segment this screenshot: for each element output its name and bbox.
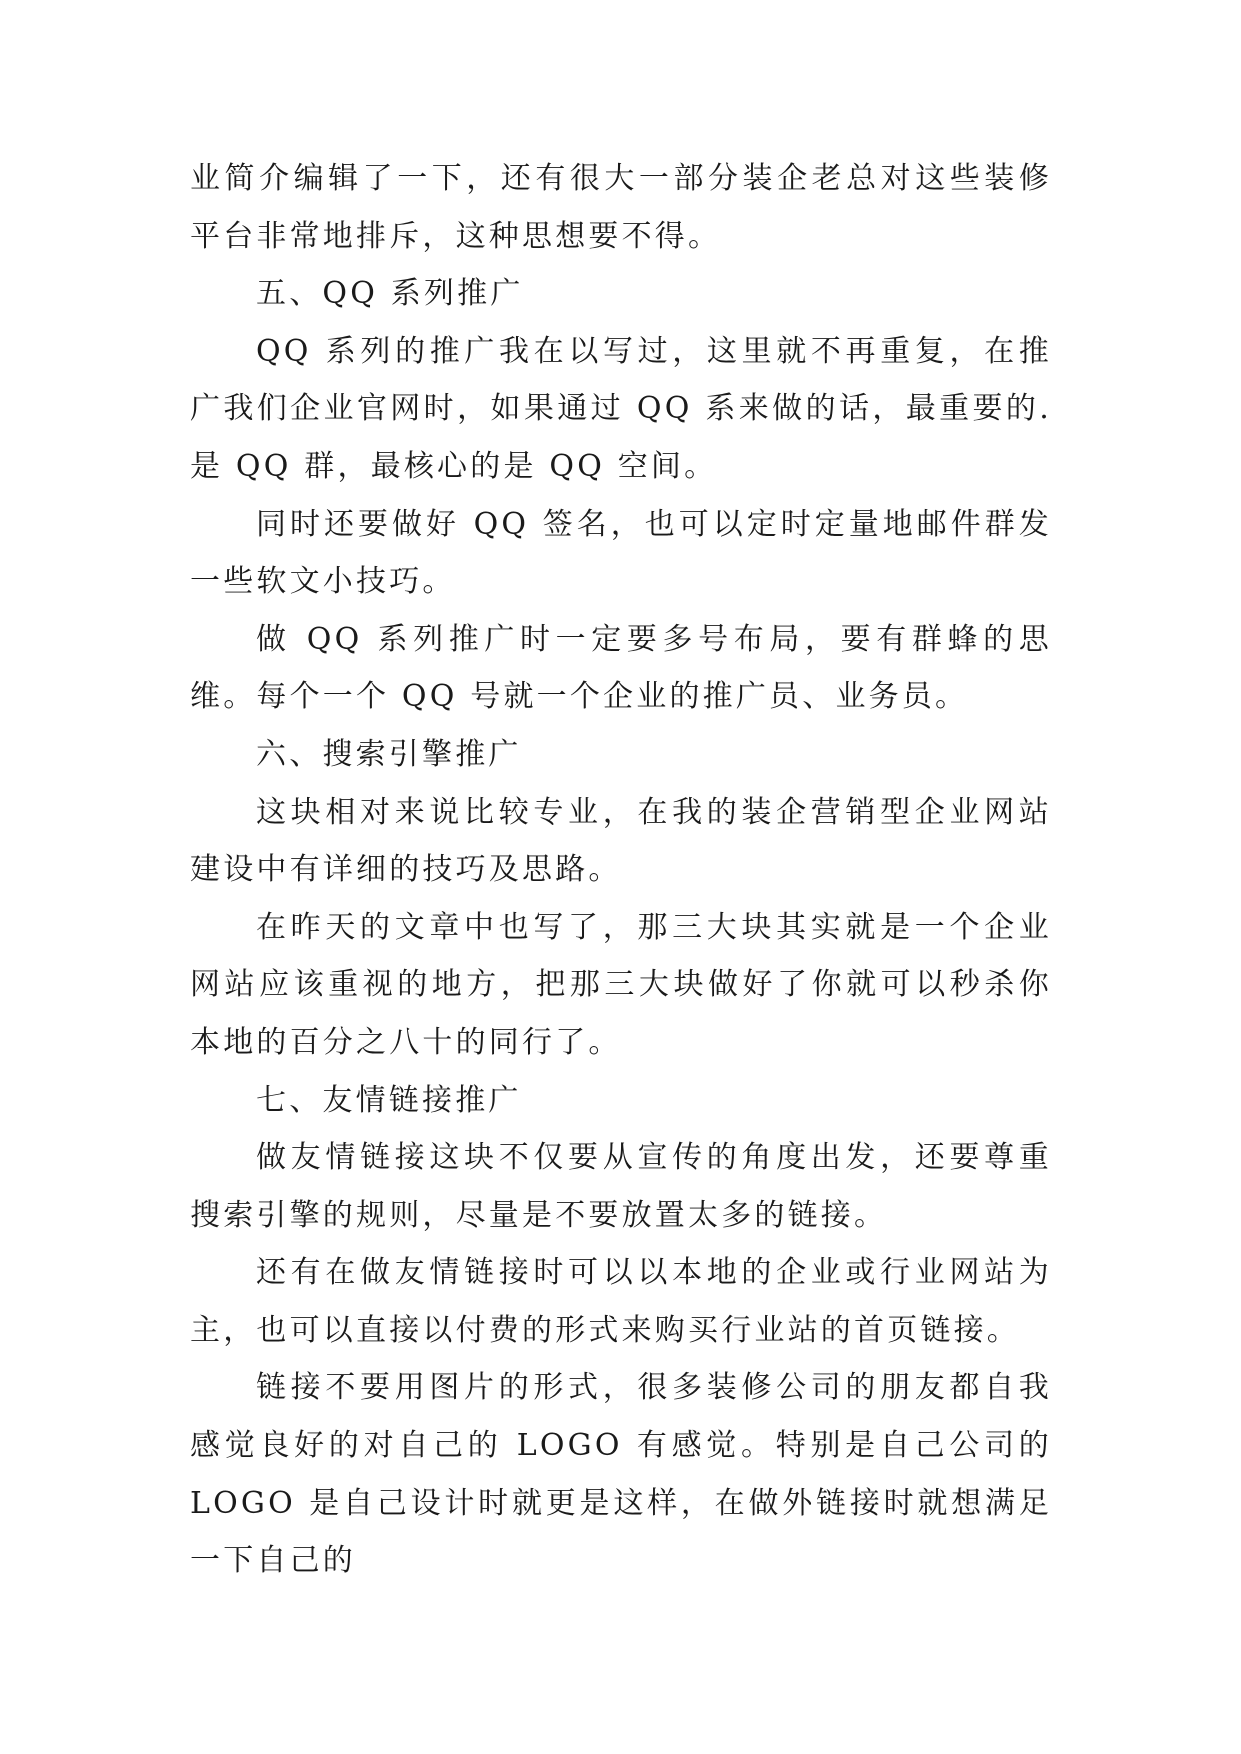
paragraph: 做 QQ 系列推广时一定要多号布局，要有群蜂的思维。每个一个 QQ 号就一个企业的推广员、业务员。: [190, 621, 1052, 715]
paragraph: 做友情链接这块不仅要从宣传的角度出发，还要尊重搜索引擎的规则，尽量是不要放置太多的链接。: [190, 1140, 1052, 1233]
heading-search-engine-promotion: 六、搜索引擎推广: [256, 736, 522, 772]
paragraph: 链接不要用图片的形式，很多装修公司的朋友都自我感觉良好的对自己的 LOGO 有感觉。特别是自己公司的 LOGO 是自己设计时就更是这样，在做外链接时就想满足一下自己的: [190, 1370, 1052, 1579]
paragraph: 同时还要做好 QQ 签名，也可以定时定量地邮件群发一些软文小技巧。: [190, 506, 1052, 600]
heading-qq-promotion: 五、QQ 系列推广: [256, 276, 524, 312]
document-body: [190, 150, 1052, 1590]
paragraph-continuation: 业简介编辑了一下，还有很大一部分装企老总对这些装修平台非常地排斥，这种思想要不得。: [190, 161, 1052, 254]
paragraph: 还有在做友情链接时可以以本地的企业或行业网站为主，也可以直接以付费的形式来购买行业站的首页链接。: [190, 1255, 1052, 1348]
paragraph: 这块相对来说比较专业，在我的装企营销型企业网站建设中有详细的技巧及思路。: [190, 794, 1052, 888]
paragraph: QQ 系列的推广我在以写过，这里就不再重复，在推广我们企业官网时，如果通过 QQ 系来做的话，最重要的.是 QQ 群，最核心的是 QQ 空间。: [190, 333, 1052, 484]
heading-friend-link-promotion: 七、友情链接推广: [256, 1082, 522, 1118]
paragraph: 在昨天的文章中也写了，那三大块其实就是一个企业网站应该重视的地方，把那三大块做好了你就可以秒杀你本地的百分之八十的同行了。: [190, 909, 1052, 1060]
